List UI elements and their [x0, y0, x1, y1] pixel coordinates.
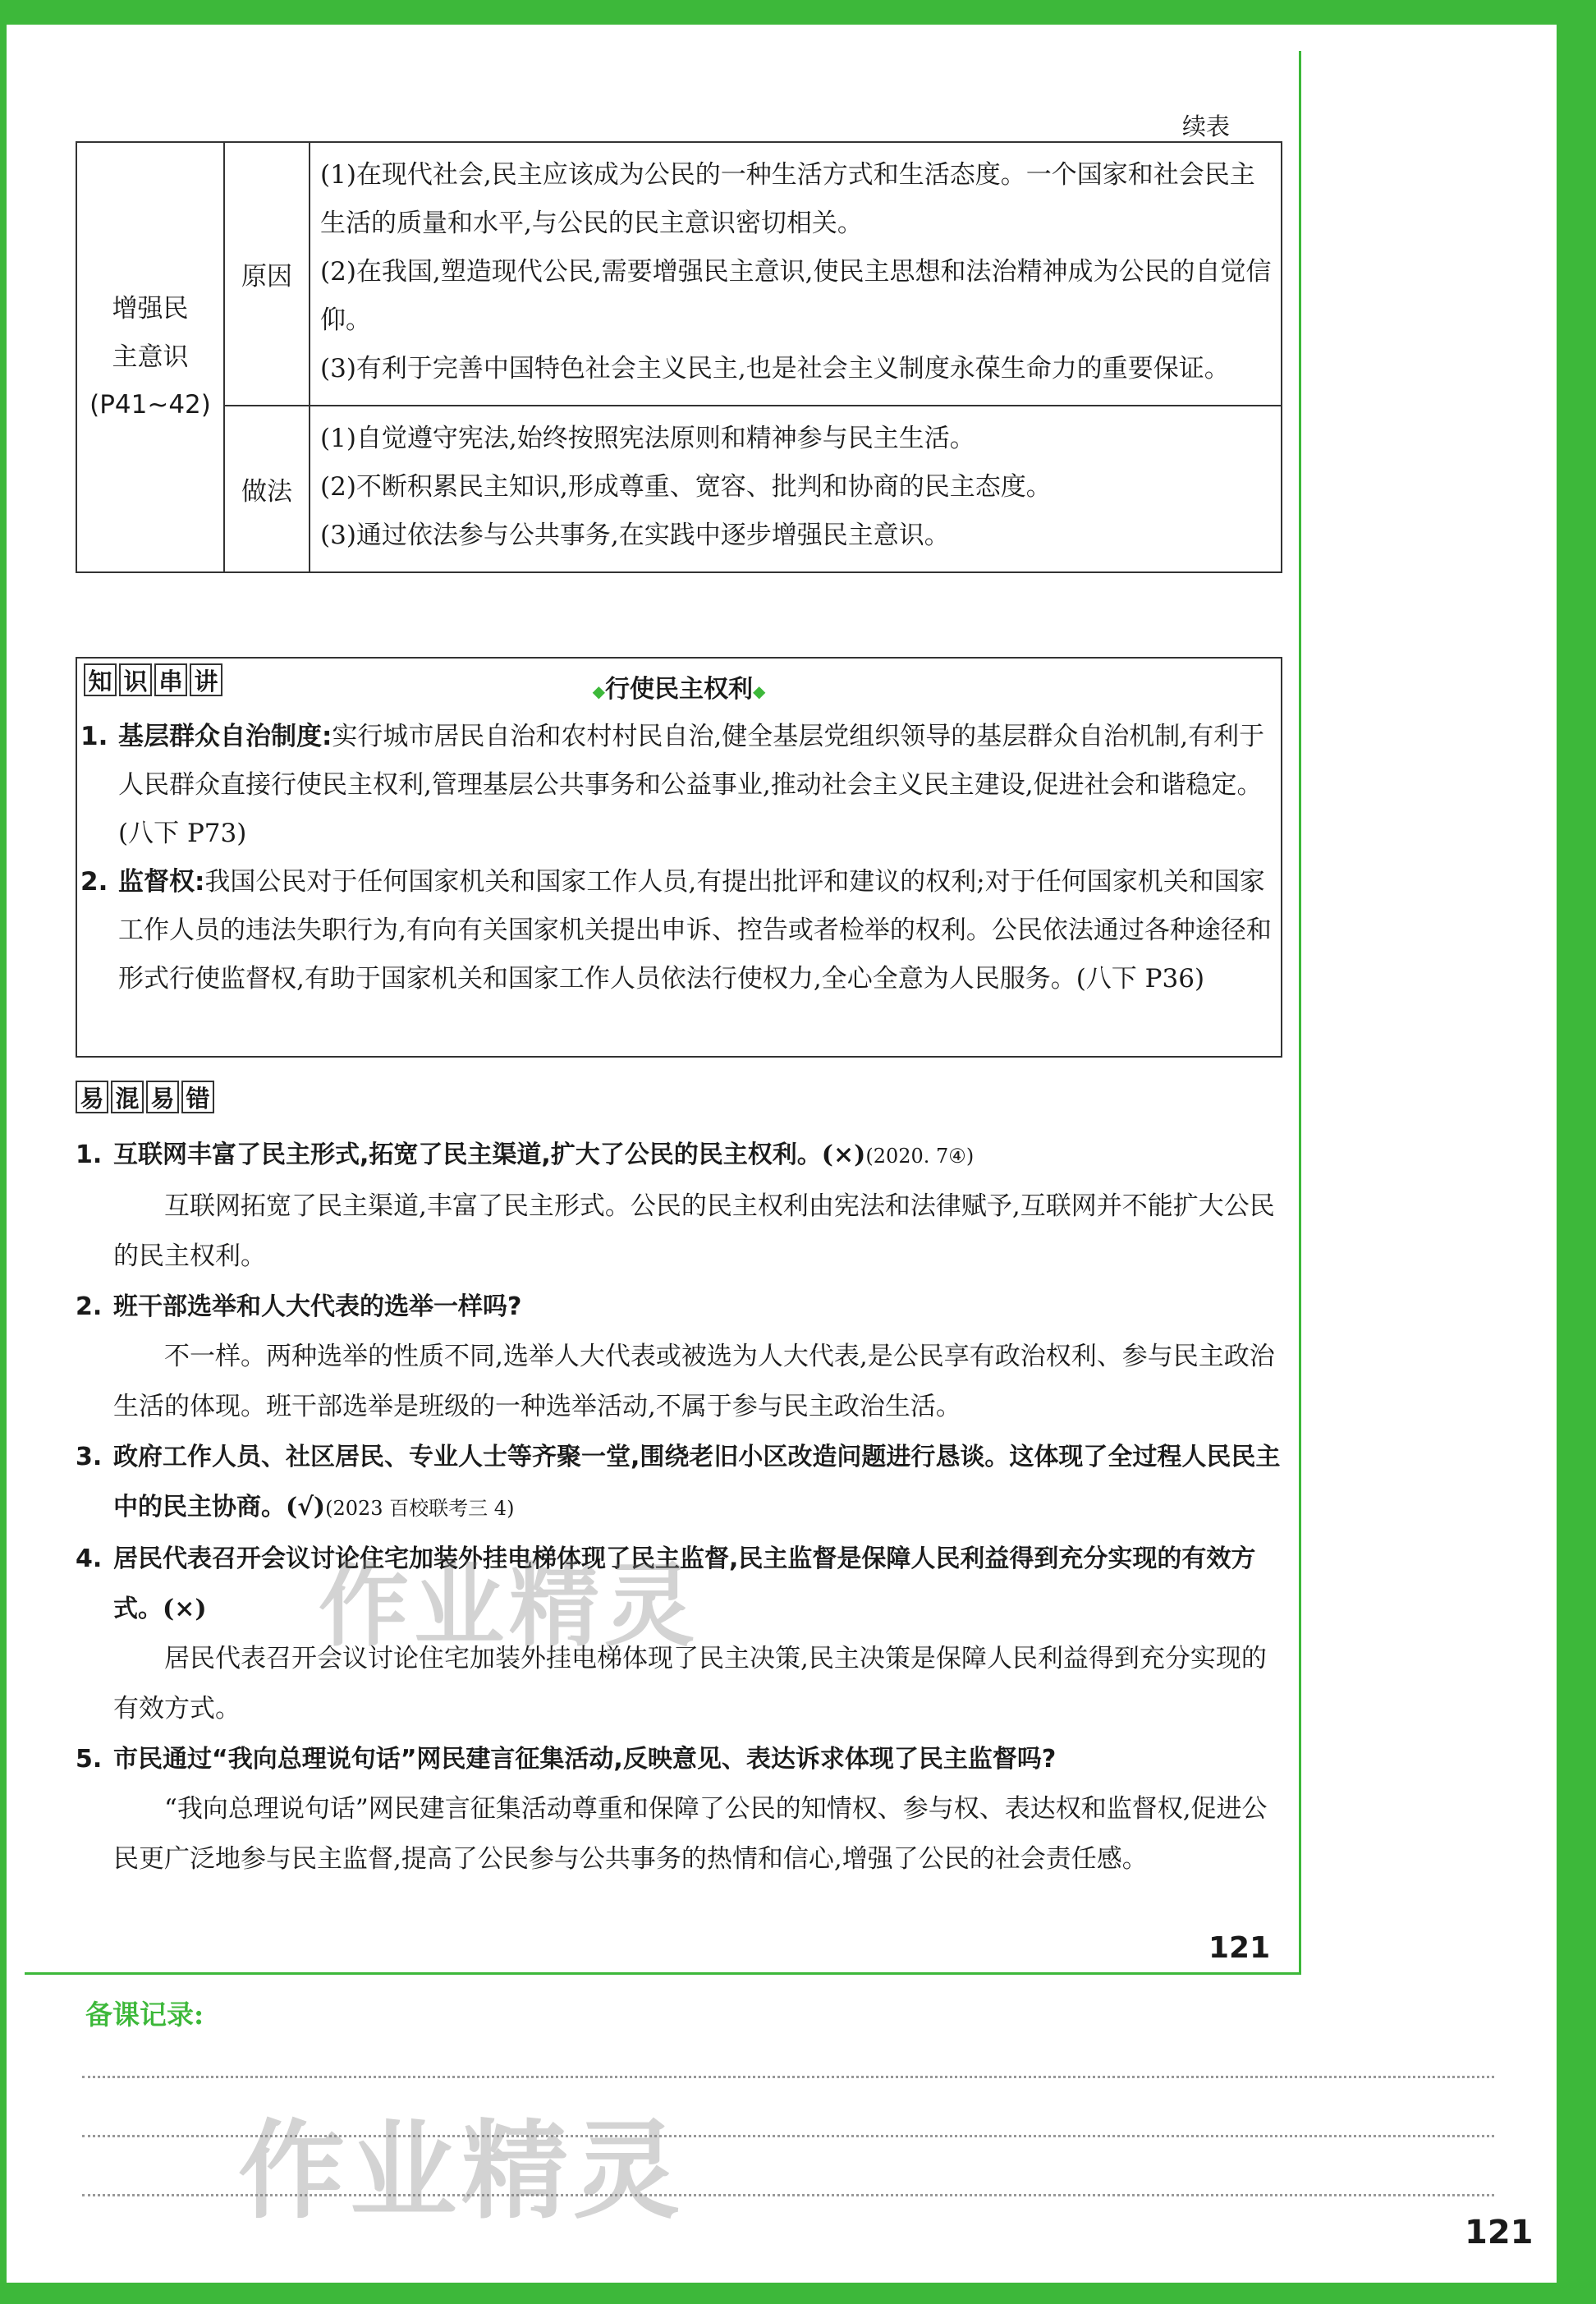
- list-item: [77, 713, 1273, 858]
- question-text: 班干部选举和人大代表的选举一样吗?: [113, 1292, 522, 1321]
- answer: “我向总理说句话”网民建言征集活动尊重和保障了公民的知情权、参与权、表达权和监督权,促进公民更广泛地参与民主监督,提高了公民参与公共事务的热情和信心,增强了公民的社会责任感。: [113, 1794, 1268, 1874]
- answer-mark: (×): [163, 1595, 207, 1623]
- item-text: 实行城市居民自治和农村村民自治,健全基层党组织领导的基层群众自治机制,有利于人民群众直接行使民主权利,管理基层公共事务和公益事业,推动社会主义民主建设,促进社会和谐稳定。(八下 P73): [118, 722, 1265, 848]
- question-number: 4.: [76, 1544, 103, 1573]
- diamond-icon: ◆: [753, 682, 766, 701]
- inner-border-horizontal: [25, 1972, 1301, 1975]
- question-number: 2.: [76, 1292, 103, 1321]
- tag-char: 易: [146, 1081, 179, 1113]
- question-text: 居民代表召开会议讨论住宅加装外挂电梯体现了民主监督,民主监督是保障人民利益得到充分实现的有效方式。: [113, 1544, 1256, 1623]
- watermark: 作业精灵: [238, 2109, 686, 2233]
- answer: 居民代表召开会议讨论住宅加装外挂电梯体现了民主决策,民主决策是保障人民利益得到充分实现的有效方式。: [113, 1644, 1267, 1723]
- tag-char: 混: [111, 1081, 144, 1113]
- question-number: 5.: [76, 1745, 103, 1774]
- tag-char: 易: [76, 1081, 108, 1113]
- question: [76, 1734, 1282, 1784]
- question-text: 市民通过“我向总理说句话”网民建言征集活动,反映意见、表达诉求体现了民主监督吗?: [113, 1745, 1057, 1774]
- diamond-icon: ◆: [592, 682, 605, 701]
- box-items: [77, 713, 1273, 1003]
- confusion-list: [76, 1130, 1282, 1884]
- topic-pages: (P41~42): [89, 390, 211, 420]
- tag-char: 讲: [190, 663, 222, 696]
- tag-char: 知: [84, 663, 117, 696]
- watermark: 作业精灵: [319, 1554, 699, 1659]
- notes-title: 备课记录:: [85, 1999, 204, 2031]
- question: [76, 1130, 1282, 1182]
- page-number-inner: 121: [1208, 1931, 1271, 1965]
- continued-label: 续表: [1182, 112, 1231, 140]
- section-tag: [76, 1081, 217, 1113]
- topic-line: 主意识: [112, 342, 189, 372]
- paragraph: (1)自觉遵守宪法,始终按照宪法原则和精神参与民主生活。: [320, 424, 975, 453]
- question-source: (2020. 7④): [865, 1145, 975, 1168]
- knowledge-table: [76, 141, 1282, 573]
- box-title: [77, 668, 1281, 705]
- paragraph: (2)不断积累民主知识,形成尊重、宽容、批判和协商的民主态度。: [320, 472, 1052, 502]
- row-content: [310, 142, 1282, 406]
- answer: 不一样。两种选举的性质不同,选举人大代表或被选为人大代表,是公民享有政治权利、参与民主政治生活的体现。班干部选举是班级的一种选举活动,不属于参与民主政治生活。: [113, 1342, 1275, 1421]
- note-line: [82, 2076, 1494, 2078]
- frame-left: [0, 0, 7, 2304]
- paragraph: (2)在我国,塑造现代公民,需要增强民主意识,使民主思想和法治精神成为公民的自觉信仰。: [320, 257, 1272, 335]
- row-label: 原因: [224, 142, 310, 406]
- paragraph: (1)在现代社会,民主应该成为公民的一种生活方式和生活态度。一个国家和社会民主生活的质量和水平,与公民的民主意识密切相关。: [320, 160, 1255, 238]
- answer-mark: (√): [286, 1493, 326, 1521]
- question-number: 3.: [76, 1443, 103, 1471]
- question-text: 互联网丰富了民主形式,拓宽了民主渠道,扩大了公民的民主权利。: [113, 1141, 822, 1169]
- answer: 互联网拓宽了民主渠道,丰富了民主形式。公民的民主权利由宪法和法律赋予,互联网并不能扩大公民的民主权利。: [113, 1191, 1275, 1271]
- tag-char: 错: [181, 1081, 214, 1113]
- question-text: 政府工作人员、社区居民、专业人士等齐聚一堂,围绕老旧小区改造问题进行恳谈。这体现了全过程人民民主中的民主协商。: [113, 1443, 1281, 1521]
- item-keyword: 基层群众自治制度:: [118, 722, 332, 751]
- row-content: [310, 406, 1282, 572]
- table-row: [76, 406, 1282, 572]
- knowledge-box: [76, 657, 1282, 1058]
- inner-border-vertical: [1299, 51, 1301, 1974]
- item-keyword: 监督权:: [118, 867, 205, 897]
- page-number: 121: [1465, 2214, 1534, 2251]
- row-label: 做法: [224, 406, 310, 572]
- paragraph: (3)通过依法参与公共事务,在实践中逐步增强民主意识。: [320, 521, 950, 550]
- question: [76, 1282, 1282, 1332]
- box-title-text: 行使民主权利: [605, 675, 753, 704]
- table-row: [76, 142, 1282, 406]
- tag-char: 串: [154, 663, 187, 696]
- item-number: 2.: [80, 867, 108, 897]
- tag-char: 识: [119, 663, 152, 696]
- frame-right: [1557, 0, 1596, 2304]
- topic-cell: [76, 142, 224, 572]
- list-item: [77, 858, 1273, 1003]
- answer-mark: (×): [821, 1141, 866, 1169]
- frame-top: [0, 0, 1596, 25]
- question-number: 1.: [76, 1141, 103, 1169]
- item-number: 1.: [80, 722, 108, 751]
- frame-bottom: [0, 2283, 1596, 2304]
- paragraph: (3)有利于完善中国特色社会主义民主,也是社会主义制度永葆生命力的重要保证。: [320, 354, 1230, 383]
- question-source: (2023 百校联考三 4): [325, 1497, 515, 1520]
- question: [76, 1432, 1282, 1534]
- topic-line: 增强民: [112, 293, 189, 324]
- item-text: 我国公民对于任何国家机关和国家工作人员,有提出批评和建议的权利;对于任何国家机关和国家工作人员的违法失职行为,有向有关国家机关提出申诉、控告或者检举的权利。公民依法通过各种途径和形式行使监督权,有助于国家机关和国家工作人员依法行使权力,全心全意为人民服务。(八下 P36): [118, 867, 1272, 994]
